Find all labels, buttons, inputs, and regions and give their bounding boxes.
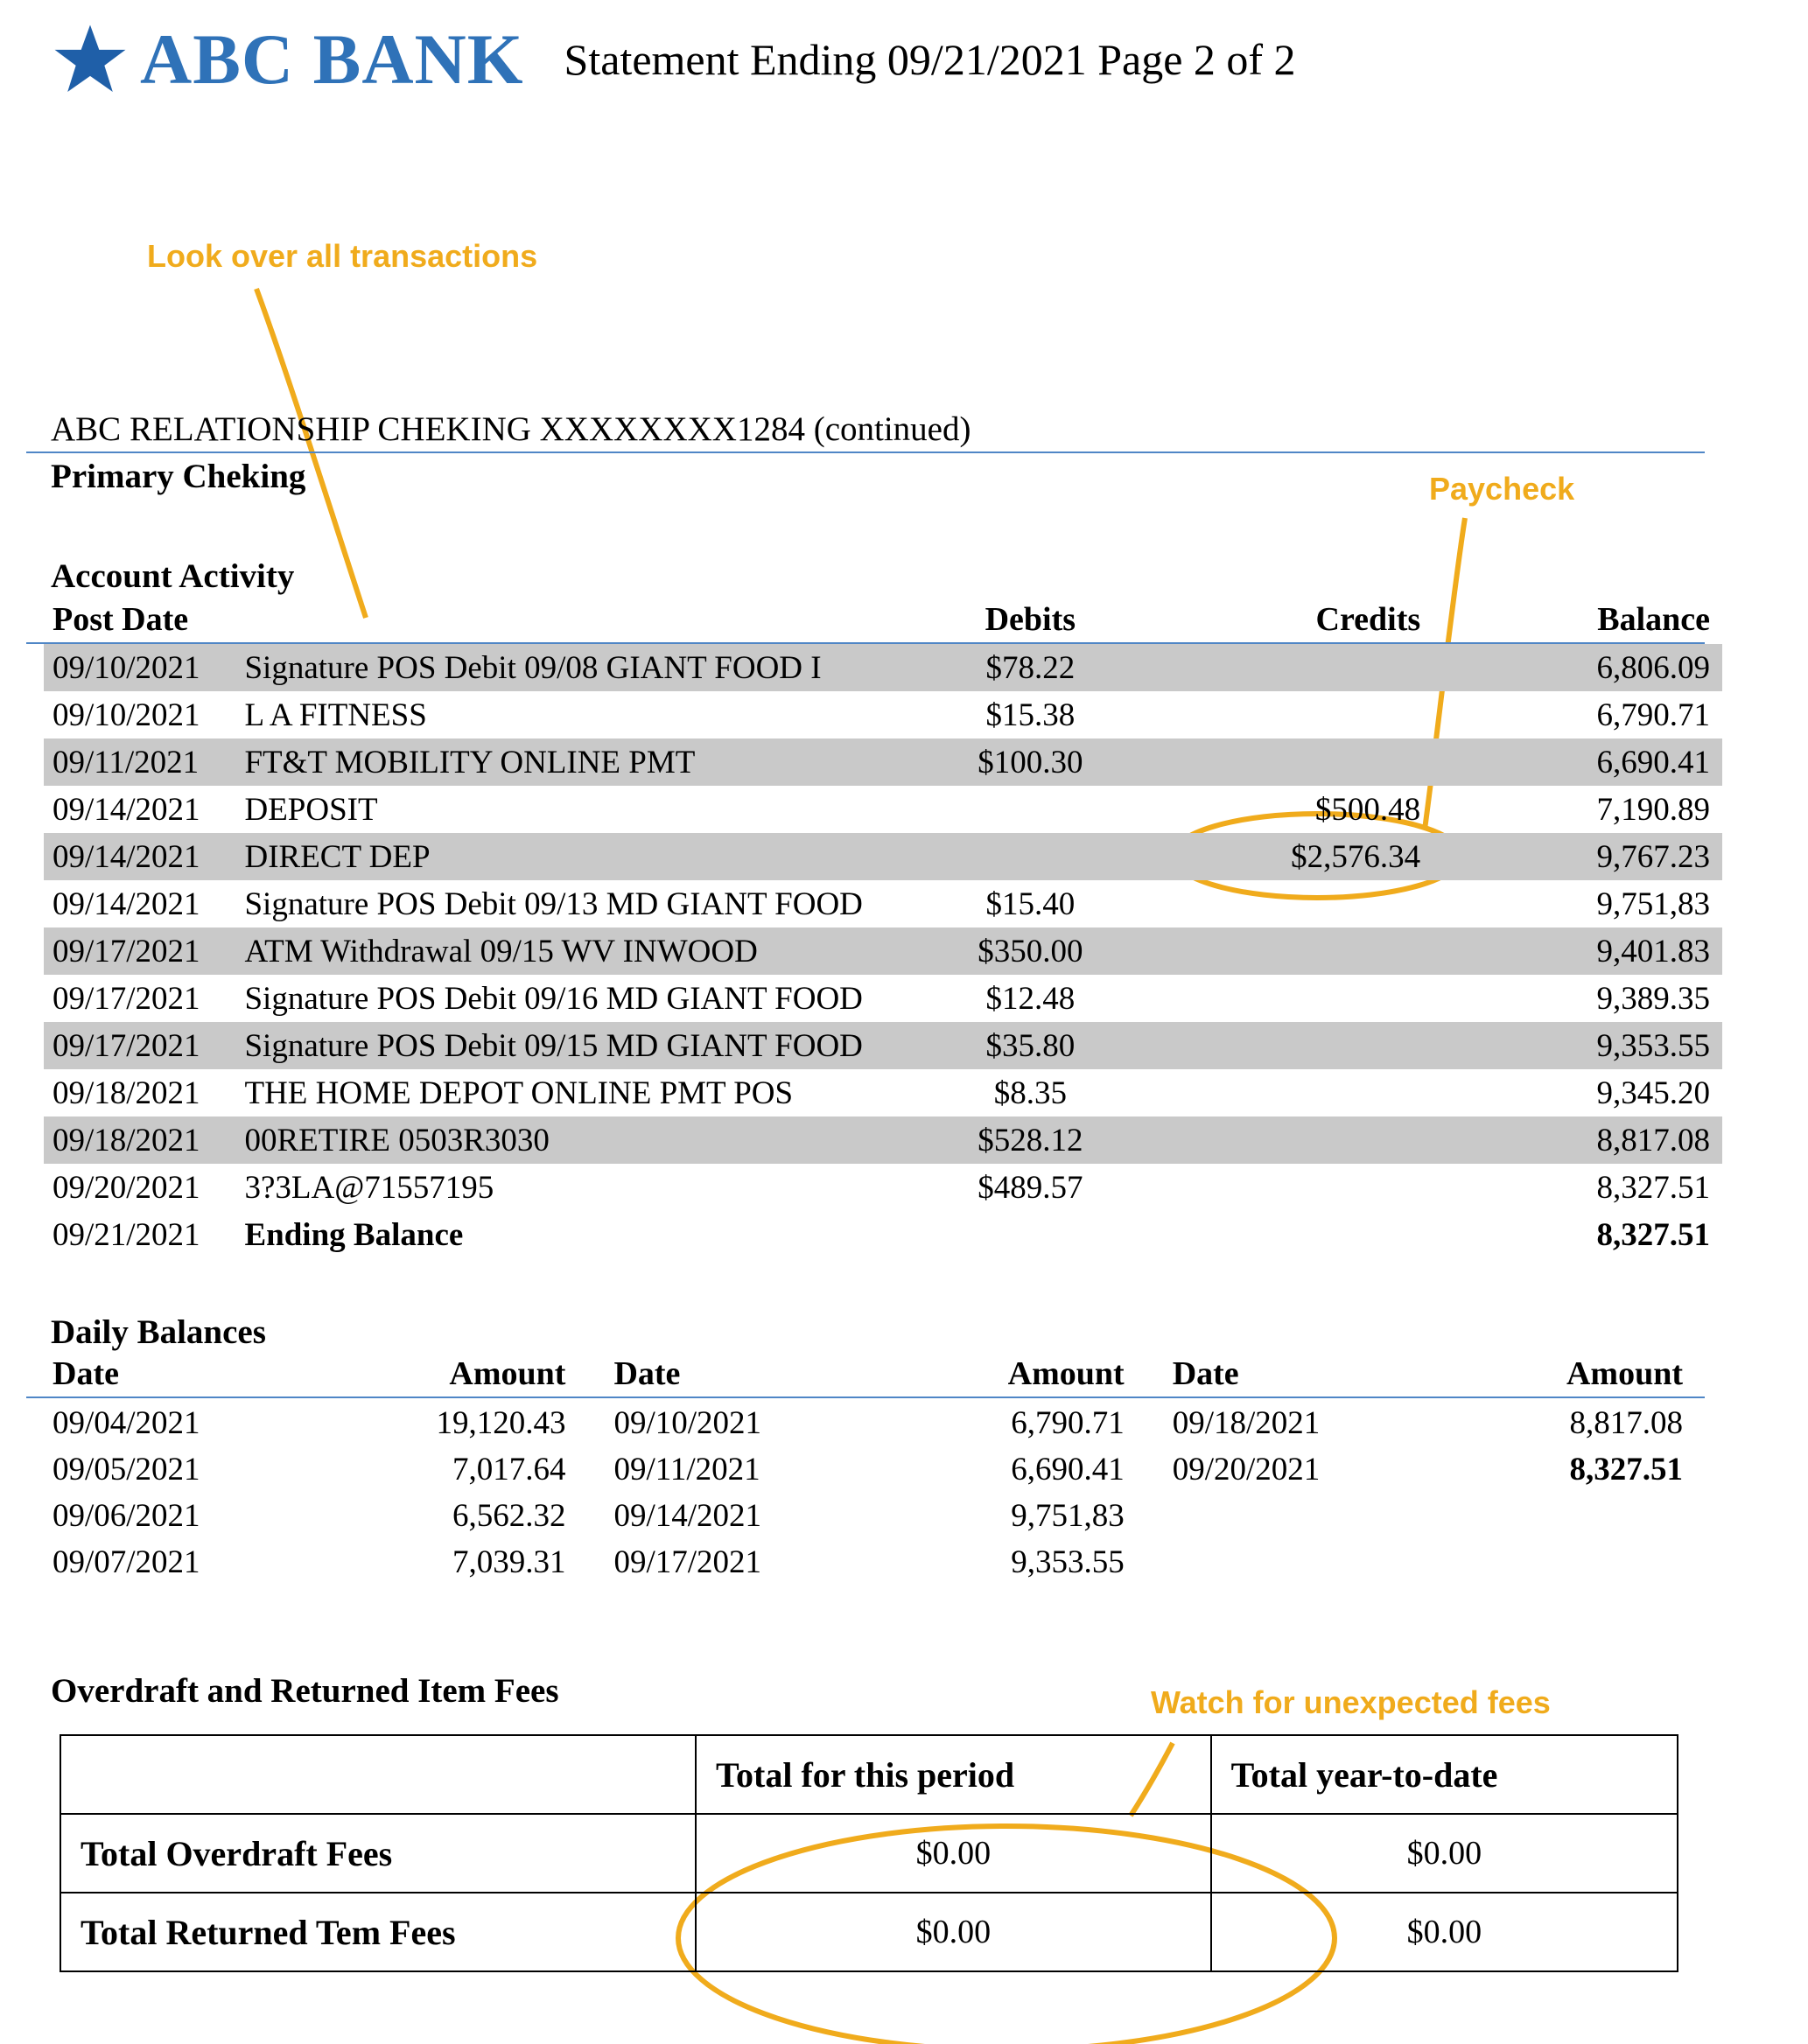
table-row [44,928,1722,975]
table-row [44,1164,1722,1211]
cell-description: Ending Balance [244,1217,464,1253]
table-header-row [44,1354,1722,1400]
table-row [44,1400,1722,1446]
bank-name: ABC BANK [140,19,524,99]
account-activity-table [44,600,1722,1258]
cell-credit [1159,1211,1473,1258]
table-row [44,691,1722,738]
cell-credit [1159,738,1473,786]
table-row [44,880,1722,928]
cell-amount: 7,017.64 [452,1452,566,1488]
cell-description: 3?3LA@71557195 [244,1170,494,1206]
cell-description: FT&T MOBILITY ONLINE PMT [244,738,901,786]
col-credits: Credits [1315,601,1421,638]
cell-date: 09/14/2021 [53,886,200,922]
table-row [44,833,1722,880]
annotation-paycheck: Paycheck [1429,471,1575,507]
cell-fee-label: Total Returned Tem Fees [60,1893,696,1971]
cell-date: 09/17/2021 [44,1022,244,1069]
statement-header [53,7,1768,112]
cell-date: 09/11/2021 [613,1452,760,1488]
col-total-period: Total for this period [696,1735,1211,1814]
cell-amount: 8,817.08 [1569,1405,1683,1441]
table-row [44,1069,1722,1116]
col-total-ytd: Total year-to-date [1211,1735,1678,1814]
cell-date: 09/14/2021 [44,833,244,880]
cell-amount: 6,562.32 [452,1498,566,1534]
cell-date: 09/04/2021 [53,1405,200,1441]
account-heading: ABC RELATIONSHIP CHEKING XXXXXXXX1284 (continued) [51,410,971,448]
cell-date: 09/05/2021 [53,1452,200,1488]
table-row [44,786,1722,833]
cell-debit: $8.35 [993,1075,1067,1111]
col-description [244,600,901,644]
annotation-transactions: Look over all transactions [147,238,538,274]
cell-description: Signature POS Debit 09/08 GIANT FOOD I [244,644,901,691]
cell-description: 00RETIRE 0503R3030 [244,1116,901,1164]
cell-date: 09/18/2021 [44,1116,244,1164]
divider-account [26,452,1705,453]
cell-debit: $35.80 [901,1022,1159,1069]
col-balance: Balance [1597,601,1710,638]
col-date-3: Date [1172,1355,1239,1392]
cell-credit [1159,928,1473,975]
cell-date: 09/17/2021 [44,928,244,975]
cell-balance: 9,389.35 [1596,981,1710,1017]
statement-title: Statement Ending 09/21/2021 Page 2 of 2 [564,35,1296,84]
cell-balance: 8,327.51 [1596,1170,1710,1206]
cell-balance: 9,751,83 [1596,886,1710,922]
cell-date: 09/11/2021 [44,738,244,786]
cell-balance: 8,817.08 [1473,1116,1722,1164]
cell-balance: 9,767.23 [1473,833,1722,880]
cell-credit [1159,975,1473,1022]
fees-table [60,1734,1678,1972]
cell-date: 09/20/2021 [53,1170,200,1206]
cell-date: 09/21/2021 [53,1217,200,1253]
col-post-date: Post Date [53,601,189,638]
fees-blank-cell [60,1735,696,1814]
cell-description: Signature POS Debit 09/13 MD GIANT FOOD [244,886,863,922]
table-row-ending-balance [44,1211,1722,1258]
cell-amount: 6,690.41 [1011,1452,1125,1488]
cell-balance: 6,806.09 [1473,644,1722,691]
cell-balance: 6,790.71 [1596,697,1710,733]
table-row [44,738,1722,786]
table-row [44,644,1722,691]
cell-date: 09/17/2021 [613,1544,762,1580]
cell-amount [1431,1493,1722,1539]
cell-date: 09/14/2021 [53,792,200,828]
cell-description: DEPOSIT [244,792,378,828]
cell-description: Signature POS Debit 09/15 MD GIANT FOOD [244,1022,901,1069]
table-row [44,1446,1722,1493]
cell-debit: $350.00 [901,928,1159,975]
cell-credit [1159,644,1473,691]
cell-balance: 9,345.20 [1596,1075,1710,1111]
cell-amount: 9,751,83 [1011,1498,1125,1534]
cell-amount: 19,120.43 [436,1405,566,1441]
cell-date [1164,1539,1431,1586]
divider-daily-header [26,1396,1705,1398]
cell-debit [901,786,1159,833]
cell-credit: $500.48 [1314,792,1421,828]
daily-balances-title: Daily Balances [51,1313,266,1351]
star-icon [53,22,128,97]
table-row [60,1893,1678,1971]
table-row [44,1493,1722,1539]
daily-balances-table [44,1354,1722,1586]
cell-fee-period: $0.00 [696,1893,1211,1971]
cell-balance: 9,353.55 [1473,1022,1722,1069]
cell-debit: $489.57 [978,1170,1083,1206]
cell-amount: 8,327.51 [1569,1452,1683,1488]
cell-credit: $2,576.34 [1159,833,1473,880]
cell-amount: 9,353.55 [1011,1544,1125,1580]
fees-title: Overdraft and Returned Item Fees [51,1672,559,1710]
cell-balance: 9,401.83 [1473,928,1722,975]
divider-activity-header [26,642,1705,644]
cell-balance: 8,327.51 [1596,1217,1710,1253]
cell-debit [901,833,1159,880]
account-subheading: Primary Cheking [51,458,306,495]
cell-description: THE HOME DEPOT ONLINE PMT POS [244,1075,794,1111]
cell-date: 09/17/2021 [53,981,200,1017]
cell-debit: $15.40 [985,886,1076,922]
cell-credit [1159,1164,1473,1211]
cell-description: ATM Withdrawal 09/15 WV INWOOD [244,928,901,975]
col-debits: Debits [985,601,1076,638]
cell-amount [1431,1539,1722,1586]
cell-date: 09/14/2021 [613,1498,762,1534]
cell-fee-period: $0.00 [696,1814,1211,1893]
table-header-row [60,1735,1678,1814]
table-row [60,1814,1678,1893]
cell-date: 09/07/2021 [53,1544,200,1580]
cell-fee-label: Total Overdraft Fees [60,1814,696,1893]
cell-credit [1159,1069,1473,1116]
cell-description: DIRECT DEP [244,833,901,880]
cell-description: Signature POS Debit 09/16 MD GIANT FOOD [244,981,863,1017]
cell-date [1164,1493,1431,1539]
cell-fee-ytd: $0.00 [1211,1814,1678,1893]
cell-credit [1159,1116,1473,1164]
cell-date: 09/10/2021 [44,644,244,691]
cell-debit: $100.30 [901,738,1159,786]
cell-amount: 6,790.71 [1011,1405,1125,1441]
cell-fee-ytd: $0.00 [1211,1893,1678,1971]
cell-debit: $15.38 [985,697,1076,733]
cell-debit [901,1211,1159,1258]
cell-date: 09/20/2021 [1172,1452,1321,1488]
cell-debit: $78.22 [901,644,1159,691]
cell-credit [1159,1022,1473,1069]
cell-debit: $528.12 [901,1116,1159,1164]
table-row [44,1116,1722,1164]
cell-date: 09/18/2021 [1172,1405,1321,1441]
col-amount-3: Amount [1566,1355,1683,1392]
account-activity-title: Account Activity [51,557,295,595]
cell-date: 09/10/2021 [613,1405,762,1441]
cell-debit: $12.48 [985,981,1076,1017]
table-row [44,1539,1722,1586]
cell-amount: 7,039.31 [452,1544,566,1580]
cell-credit [1159,880,1473,928]
cell-balance: 7,190.89 [1596,792,1710,828]
cell-credit [1159,691,1473,738]
col-amount-2: Amount [1007,1355,1125,1392]
cell-date: 09/10/2021 [53,697,200,733]
cell-date: 09/06/2021 [53,1498,200,1534]
cell-date: 09/18/2021 [53,1075,200,1111]
table-row [44,975,1722,1022]
cell-description: L A FITNESS [244,697,427,733]
col-date-1: Date [53,1355,119,1392]
col-amount-1: Amount [449,1355,566,1392]
annotation-fees: Watch for unexpected fees [1151,1684,1551,1720]
col-date-2: Date [613,1355,681,1392]
table-header-row [44,600,1722,644]
cell-balance: 6,690.41 [1473,738,1722,786]
table-row [44,1022,1722,1069]
